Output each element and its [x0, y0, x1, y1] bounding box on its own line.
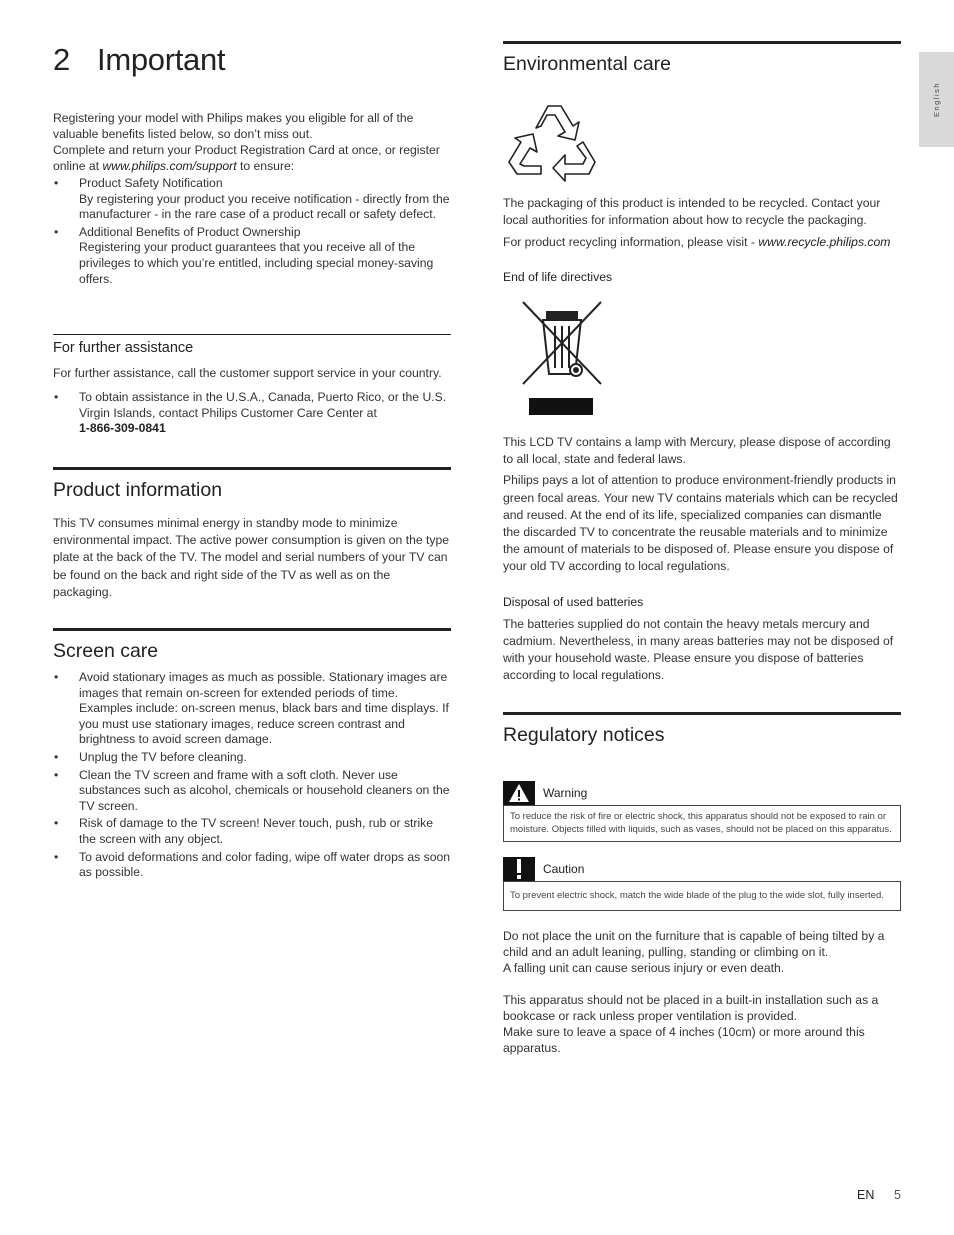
screen-care-list — [53, 670, 451, 881]
list-item: • Unplug the TV before cleaning. — [54, 749, 247, 764]
warning-notice — [503, 781, 901, 842]
warning-icon — [503, 781, 535, 805]
batteries-text: The batteries supplied do not contain the heavy metals mercury and cadmium. Nevertheless, in many areas batteries may not be disposed of with your household waste. Please ensure you dispose of batteries according to local regulations. — [503, 616, 894, 683]
disposal-text — [503, 434, 901, 684]
end-of-life-title: End of life directives — [503, 270, 613, 284]
regulatory-section — [503, 712, 901, 1056]
screen-care-title: Screen care — [53, 640, 159, 662]
chapter-title: Important — [97, 42, 226, 77]
list-item: • To avoid deformations and color fading, wipe off water drops as soon as possible. — [54, 849, 451, 880]
warning-header — [503, 781, 901, 805]
exclamation-icon — [503, 857, 535, 881]
section-divider — [53, 334, 451, 335]
section-divider — [53, 467, 451, 470]
list-item: • Clean the TV screen and frame with a soft cloth. Never use substances such as alcohol, chemicals or household cleaners on the TV screen. — [54, 767, 450, 813]
recycling-info-paragraph — [503, 234, 901, 251]
caution-box: To prevent electric shock, match the wide blade of the plug to the wide slot, fully inserted. — [503, 881, 901, 911]
intro-register-paragraph — [53, 142, 451, 174]
section-divider — [503, 712, 901, 715]
recycle-icon — [503, 98, 598, 190]
product-info-text: This TV consumes minimal energy in standby mode to minimize environmental impact. The active power consumption is given on the type plate at the back of the TV. The model and serial numbers of your TV can be found on the back and right side of the TV as well as on the packaging. — [53, 516, 450, 599]
installation-text: This apparatus should not be placed in a built-in installation such as a bookcase or rack unless proper ventilation is provided. — [503, 993, 879, 1023]
chapter-number: 2 — [53, 42, 70, 77]
assistance-text: For further assistance, call the customer support service in your country. — [53, 366, 442, 380]
customer-care-phone: 1-866-309-0841 — [79, 421, 166, 436]
benefit-title: Additional Benefits of Product Ownership — [79, 224, 301, 239]
crossed-bin-icon — [521, 300, 605, 418]
furniture-text: Do not place the unit on the furniture that is capable of being tilted by a child and an adult leaning, pulling, standing or climbing on it. — [503, 929, 885, 959]
benefit-title: Product Safety Notification — [79, 176, 223, 190]
intro-register-text: Complete and return your Product Registration Card at once, or register online at — [53, 143, 440, 173]
list-item: • Risk of damage to the TV screen! Never touch, push, rub or strike the screen with any object. — [54, 816, 434, 846]
benefit-body: By registering your product you receive notification - directly from the manufacturer - in the rare case of a product recall or safety defect. — [79, 191, 450, 222]
caution-label: Caution — [543, 862, 585, 876]
product-info-title: Product information — [53, 479, 223, 501]
assistance-title: For further assistance — [53, 340, 194, 356]
list-item: • Avoid stationary images as much as possible. Stationary images are images that remain on-screen for extended periods of time. Examples include: on-screen menus, black bars and time displays. If you must use stationary images, reduce screen contrast and brightness to avoid screen damage. — [54, 670, 449, 747]
assistance-list — [53, 390, 451, 437]
environment-friendly-text: Philips pays a lot of attention to produce environment-friendly products in green focal areas. Your new TV contains materials which can be recycled and reused. At the end of its life, specialized companies can dismantle the discarded TV to concentrate the reusable materials and to minimize the amount of materials to be disposed of. Please ensure you dispose of your old TV according to local regulations. — [503, 473, 898, 574]
page-number: 5 — [894, 1188, 901, 1202]
footer-language: EN — [857, 1188, 875, 1202]
benefits-list — [53, 176, 451, 287]
environmental-care-section — [503, 41, 901, 76]
recycling-info-text: For product recycling information, please visit - — [503, 235, 759, 249]
assistance-section — [53, 334, 451, 437]
screen-care-item-text: Clean the TV screen and frame with a soft cloth. Never use substances such as alcohol, chemicals or household cleaners on the TV screen. — [79, 767, 450, 813]
list-item: • Product Safety Notification By registering your product you receive notification - directly from the manufacturer - in the rare case of a product recall or safety defect. — [54, 176, 450, 222]
packaging-text: The packaging of this product is intended to be recycled. Contact your local authorities for information about how to recycle the packaging. — [503, 196, 881, 227]
space-text: Make sure to leave a space of 4 inches (10cm) or more around this apparatus. — [503, 1025, 865, 1055]
intro-paragraph: Registering your model with Philips makes you eligible for all of the valuable benefits listed below, so don’t miss out. — [53, 111, 414, 141]
benefit-body: Registering your product guarantees that you receive all of the privileges to which you’re entitled, including special money-saving offers. — [79, 240, 434, 286]
chapter-heading — [53, 42, 225, 78]
intro-section — [53, 110, 451, 287]
screen-care-item-text: Avoid stationary images as much as possible. Stationary images are images that remain on-screen for extended periods of time. Examples include: on-screen menus, black bars and time displays. If you must use stationary images, reduce screen contrast and brightness to avoid screen damage. — [79, 670, 449, 747]
product-info-section — [53, 467, 451, 601]
caution-header — [503, 857, 901, 881]
falling-unit-text: A falling unit can cause serious injury or even death. — [503, 961, 785, 975]
screen-care-item-text: Risk of damage to the TV screen! Never touch, push, rub or strike the screen with any object. — [79, 816, 434, 846]
recycle-link[interactable]: www.recycle.philips.com — [758, 235, 891, 249]
batteries-title: Disposal of used batteries — [503, 594, 644, 609]
warning-box: To reduce the risk of fire or electric shock, this apparatus should not be exposed to rain or moisture. Objects filled with liquids, such as vases, should not be placed on this apparatus. — [503, 805, 901, 842]
regulatory-title: Regulatory notices — [503, 724, 665, 746]
mercury-text: This LCD TV contains a lamp with Mercury, please dispose of according to all local, state and federal laws. — [503, 435, 891, 467]
list-item: • To obtain assistance in the U.S.A., Canada, Puerto Rico, or the U.S. Virgin Islands, contact Philips Customer Care Center at 1-866-309-0841 — [54, 390, 447, 436]
section-divider — [503, 41, 901, 44]
caution-notice — [503, 857, 901, 911]
section-divider — [53, 628, 451, 631]
screen-care-item-text: Unplug the TV before cleaning. — [79, 749, 247, 764]
list-item: • Additional Benefits of Product Ownership Registering your product guarantees that you receive all of the privileges to which you’re entitled, including special money-saving offers. — [54, 224, 434, 286]
language-tab — [919, 52, 954, 147]
intro-register-suffix: to ensure: — [236, 159, 295, 173]
language-tab-label: English — [932, 81, 942, 118]
screen-care-item-text: To avoid deformations and color fading, wipe off water drops as soon as possible. — [79, 849, 451, 880]
warning-label: Warning — [543, 786, 588, 800]
support-link[interactable]: www.philips.com/support — [102, 159, 237, 173]
assistance-bullet-text: To obtain assistance in the U.S.A., Canada, Puerto Rico, or the U.S. Virgin Islands, contact Philips Customer Care Center at — [79, 390, 447, 420]
screen-care-section — [53, 628, 451, 881]
environmental-care-title: Environmental care — [503, 53, 671, 75]
recycling-text — [503, 195, 901, 285]
